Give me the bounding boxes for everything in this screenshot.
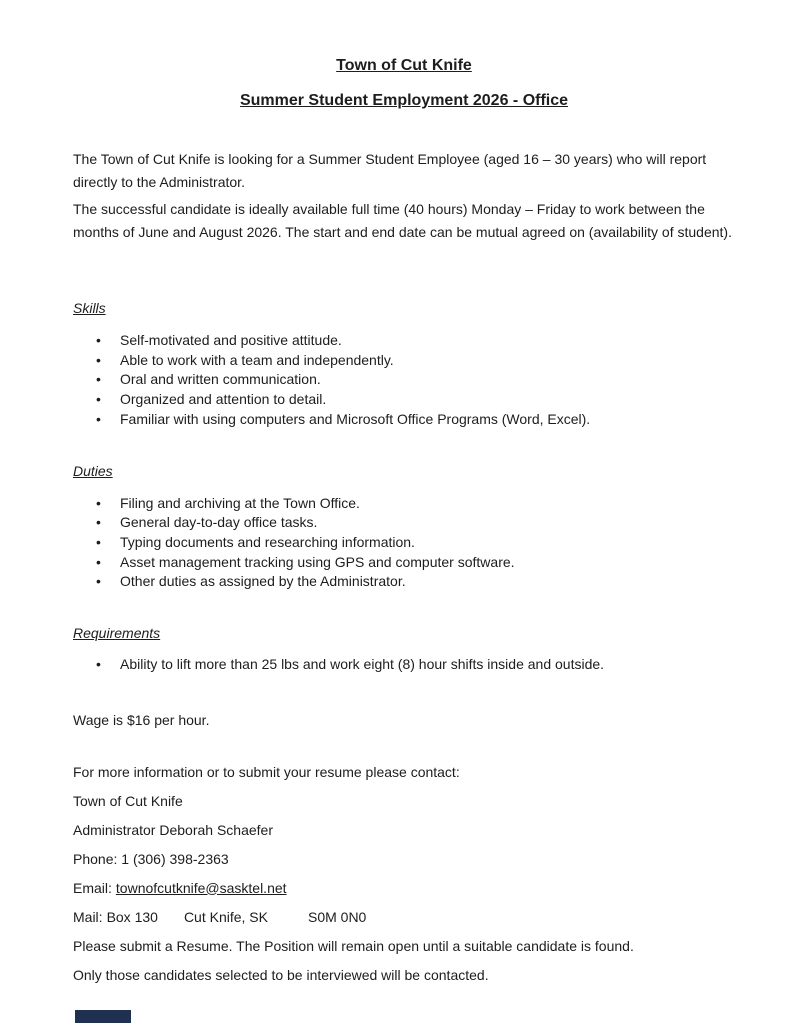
duties-list (73, 494, 735, 593)
list-item: • Filing and archiving at the Town Office. (96, 494, 735, 514)
document-title: Town of Cut Knife (336, 57, 472, 74)
closing-line-1: Please submit a Resume. The Position will remain open until a suitable candidate is found. (73, 937, 634, 954)
list-item: • Oral and written communication. (96, 370, 735, 390)
list-item: • Organized and attention to detail. (96, 390, 735, 410)
mail-label: Mail: (73, 908, 103, 925)
intro-paragraph-2: The successful candidate is ideally available full time (40 hours) Monday – Friday to work between the months of June and August 2026. The start and end date can be mutual agreed on (availability of student). (73, 201, 732, 240)
section-duties (73, 463, 735, 593)
list-item: • General day-to-day office tasks. (96, 513, 735, 533)
section-heading-duties: Duties (73, 462, 113, 479)
document-subtitle: Summer Student Employment 2026 - Office (239, 92, 569, 109)
list-item: • Asset management tracking using GPS and computer software. (96, 553, 735, 573)
wage-line: Wage is $16 per hour. (73, 711, 210, 728)
requirements-list (73, 655, 735, 675)
list-item: • Able to work with a team and independently. (96, 351, 735, 371)
mail-postal: S0M 0N0 (307, 908, 367, 925)
closing-line-2: Only those candidates selected to be interviewed will be contacted. (73, 966, 489, 983)
email-link[interactable]: townofcutknife@sasktel.net (115, 879, 287, 896)
list-item: • Typing documents and researching information. (96, 533, 735, 553)
contact-administrator: Administrator Deborah Schaefer (73, 821, 273, 838)
section-skills (73, 300, 735, 430)
mail-city: Cut Knife, SK (183, 908, 268, 925)
email-label: Email: (73, 879, 112, 896)
contact-email-line (73, 877, 735, 900)
mail-box: Box 130 (106, 908, 158, 925)
skills-list (73, 331, 735, 430)
list-item: • Self-motivated and positive attitude. (96, 331, 735, 351)
section-heading-skills: Skills (73, 300, 106, 316)
footer-bar-fragment (75, 1010, 131, 1023)
contact-phone: Phone: 1 (306) 398-2363 (73, 850, 229, 867)
intro-paragraph-1: The Town of Cut Knife is looking for a Summer Student Employee (aged 16 – 30 years) who will report directly to the Administrator. (73, 151, 707, 190)
contact-organization: Town of Cut Knife (73, 792, 183, 809)
list-item: • Familiar with using computers and Microsoft Office Programs (Word, Excel). (96, 410, 735, 430)
section-requirements (73, 625, 735, 675)
contact-mail-line (73, 906, 735, 929)
list-item: • Other duties as assigned by the Administrator. (96, 572, 735, 592)
contact-intro: For more information or to submit your resume please contact: (73, 763, 460, 780)
list-item: • Ability to lift more than 25 lbs and work eight (8) hour shifts inside and outside. (96, 655, 735, 675)
section-heading-requirements: Requirements (73, 625, 161, 642)
